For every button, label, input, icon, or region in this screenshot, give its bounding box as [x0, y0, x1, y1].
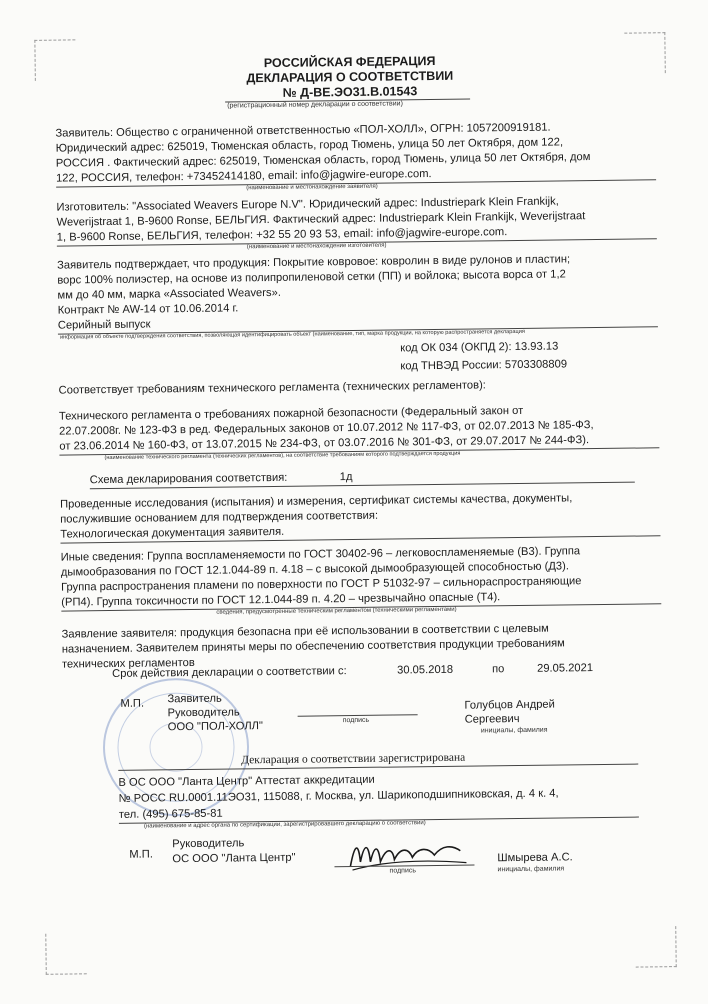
regulation-line-3: от 23.06.2014 № 160-ФЗ, от 13.07.2015 № 234-ФЗ, от 03.07.2016 № 301-ФЗ, от 29.07.2017 № 244-ФЗ). — [59, 434, 590, 453]
header-doc-number: № Д-BE.ЭО31.В.01543 — [282, 84, 418, 100]
sign1-role-3: ООО "ПОЛ-ХОЛЛ" — [167, 720, 264, 734]
validity-to: 29.05.2021 — [537, 662, 594, 675]
other-caption: сведения, предусмотренные техническим регламентом (техническими регламентами) — [216, 606, 457, 616]
statement-line-2: назначением. Заявителем приняты меры по обеспечению соответствия продукции требованиям — [61, 637, 565, 656]
applicant-line-1: Заявитель: Общество с ограниченной ответственностью «ПОЛ-ХОЛЛ», ОГРН: 1057200919181. — [55, 121, 551, 140]
header-number-caption: (регистрационный номер декларации о соответствии) — [227, 100, 403, 110]
sign2-name: Шмырева А.С. — [497, 851, 573, 865]
registration-caption: (наименование и адрес органа по сертификации, зарегистрировавшего декларацию о соответствии) — [143, 820, 426, 830]
sign2-role-1: Руководитель — [172, 837, 245, 851]
other-line-4: (РП4). Группа токсичности по ГОСТ 12.1.044-89 п. 4.20 – чрезвычайно опасные (Т4). — [61, 591, 501, 609]
other-line-3: Группа распространения пламени по поверхности по ГОСТ Р 51032-97 – сильнораспространяющие — [60, 575, 582, 594]
manufacturer-line-2: Weverijstraat 1, B-9600 Ronse, БЕЛЬГИЯ. Фактический адрес: Industriepark Klein Frankijk, Weverijstraat — [56, 210, 586, 229]
header-doc-title: ДЕКЛАРАЦИЯ О СООТВЕТСТВИИ — [246, 68, 454, 86]
code-okpd: код ОК 034 (ОКПД 2): 13.93.13 — [400, 340, 559, 355]
sign1-name-caption: инициалы, фамилия — [480, 726, 548, 735]
other-line-2: дымообразования по ГОСТ 12.1.044-89 п. 4.18 – с высокой дымообразующей способностью (Д3). — [60, 560, 570, 579]
regulation-line-2: 22.07.2008г. № 123-ФЗ в ред. Федеральных законов от 10.07.2012 № 117-ФЗ, от 02.07.2013 № 185-ФЗ, — [59, 419, 594, 438]
other-line-1: Иные сведения: Группа воспламеняемости по ГОСТ 30402-96 – легковоспламеняемые (В3). Группа — [60, 545, 581, 564]
sign2-sig-caption: подпись — [389, 867, 417, 875]
scheme-value: 1д — [339, 471, 353, 484]
corner-top-left — [34, 39, 75, 80]
corner-top-right — [624, 32, 665, 73]
manufacturer-line-1: Изготовитель: "Associated Weavers Europe N.V". Юридический адрес: Industriepark Klein Frankijk, — [56, 195, 559, 214]
sign1-sig-caption: подпись — [342, 716, 370, 725]
regulation-line-1: Технического регламента о требованиях пожарной безопасности (Федеральный закон от — [58, 404, 524, 423]
code-tnved: код ТНВЭД России: 5703308809 — [400, 358, 568, 373]
sign1-role-2: Руководитель — [167, 706, 240, 720]
regulation-intro: Соответствует требованиям технического регламента (технических регламентов): — [58, 379, 486, 397]
basis-line-3: Технологическая документация заявителя. — [60, 525, 285, 541]
applicant-caption: (наименование и местонахождение заявителя) — [246, 183, 378, 192]
manufacturer-caption: (наименование и местонахождение изготовителя) — [246, 242, 387, 251]
sign1-name-1: Голубцов Андрей — [464, 698, 555, 712]
product-series: Серийный выпуск — [57, 318, 151, 332]
corner-bottom-left — [45, 933, 86, 974]
applicant-line-3: РОССИЯ . Фактический адрес: 625019, Тюменская область, город Тюмень, улица 50 лет Октября, дом — [55, 151, 591, 170]
statement-line-3: технических регламентов — [61, 656, 195, 671]
sign1-mp: М.П. — [120, 697, 145, 710]
statement-line-1: Заявление заявителя: продукция безопасна при её использовании в соответствии с целевым — [61, 622, 549, 641]
registration-title: Декларация о соответствии зарегистрирована — [241, 751, 466, 767]
sign2-name-caption: инициалы, фамилия — [497, 865, 565, 874]
registration-line-2: № РОСС RU.0001.11ЭО31, 115088, г. Москва, ул. Шарикоподшипниковская, д. 4 к. 4, — [118, 787, 559, 805]
validity-from: 30.05.2018 — [397, 663, 454, 677]
validity-label: Срок действия декларации о соответствии с: — [112, 665, 347, 680]
scheme-label: Схема декларирования соответствия: — [89, 471, 288, 487]
registration-line-1: В ОС ООО "Ланта Центр" Аттестат аккредитации — [118, 773, 375, 789]
sign2-role-2: ОС ООО "Ланта Центр" — [172, 851, 296, 866]
applicant-line-2: Юридический адрес: 625019, Тюменская область, город Тюмень, улица 50 лет Октября, дом 122, — [55, 136, 564, 155]
product-line-2: ворс 100% полиэстер, на основе из полипропиленовой сетки (ПП) и войлока; высота ворса от 1,2 — [57, 268, 566, 287]
sign1-name-2: Сергеевич — [464, 712, 520, 726]
header-country: РОССИЙСКАЯ ФЕДЕРАЦИЯ — [263, 53, 436, 71]
product-line-1: Заявитель подтверждает, что продукция: Покрытие ковровое: ковролин в виде рулонов и пластин; — [57, 253, 571, 272]
manufacturer-line-3: 1, B-9600 Ronse, БЕЛЬГИЯ, телефон: +32 55 20 93 53, email: info@jagwire-europe.com. — [56, 226, 508, 244]
validity-to-label: по — [492, 663, 505, 676]
product-line-3: мм до 40 мм, марка «Associated Weavers». — [57, 286, 281, 302]
product-caption: информация об объекте подтверждения соответствия, позволяющая идентифицировать объект (наименование, тип, марка продукции, на которую распространяется декларация — [59, 328, 525, 341]
applicant-line-4: 122, РОССИЯ, телефон: +73452414180, email: info@jagwire-europe.com. — [55, 168, 432, 185]
corner-bottom-right — [635, 926, 676, 967]
regulation-caption: (наименование технического регламента (технических регламентов), на соответствие требованиям которого подтверждается продукция — [104, 450, 461, 462]
registration-line-3: тел. (495) 675-85-81 — [118, 807, 223, 821]
sign1-role-1: Заявитель — [167, 692, 222, 706]
product-contract: Контракт № AW-14 от 10.06.2014 г. — [57, 302, 239, 317]
sign2-mp: М.П. — [129, 848, 153, 861]
basis-line-2: послужившие основанием для подтверждения соответствия: — [60, 509, 379, 526]
basis-line-1: Проведенные исследования (испытания) и измерения, сертификат системы качества, документы, — [59, 492, 573, 511]
